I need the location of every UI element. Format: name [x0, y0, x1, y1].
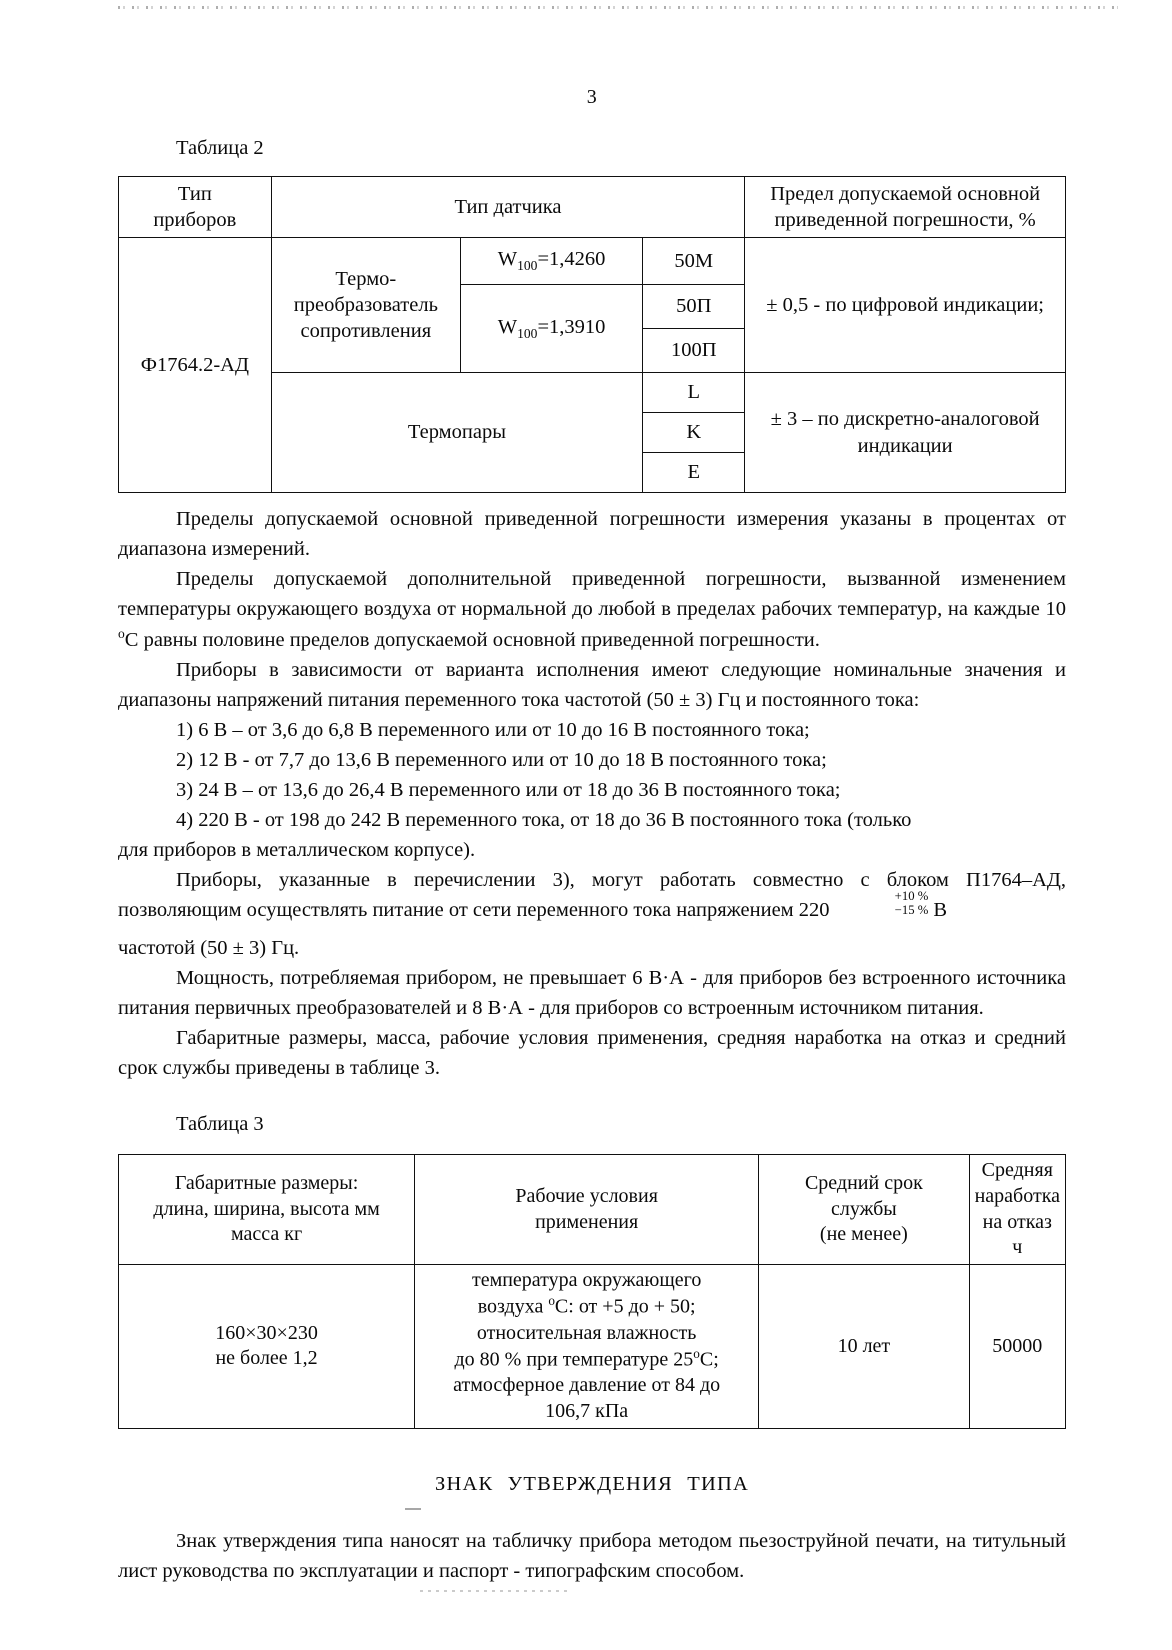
table3-header-operating-conditions: [415, 1155, 759, 1264]
error-analog-line2: индикации: [857, 434, 953, 457]
voltage-tolerance-lower: −15 %: [894, 903, 929, 918]
table-2: [118, 176, 1066, 493]
conditions-line1: температура окружающего: [471, 1268, 702, 1291]
table3-mass-value: не более 1,2: [215, 1347, 318, 1370]
table3-header-mtbf-line3: на отказ: [982, 1210, 1052, 1233]
table3-header-service-life-line2: службы: [830, 1197, 897, 1220]
degree-symbol: о: [693, 1346, 700, 1362]
voltage-tolerance-upper: +10 %: [894, 888, 929, 903]
scan-artifact-bottom-small: [405, 1508, 421, 1510]
paragraph-block-p1764-text: Приборы, указанные в перечислении 3), могут работать совместно с блоком П1764–АД, позволяющим осуществлять питание от сети переменного тока напряжением 220: [118, 869, 1066, 922]
paragraph-dimensions-ref: Габаритные размеры, масса, рабочие условия применения, средняя наработка на отказ и средний срок службы приведены в таблице 3.: [118, 1027, 1066, 1080]
table2-sensor-group-thermocouples: Термопары: [271, 373, 642, 493]
list-item: 1) 6 В – от 3,6 до 6,8 В переменного или от 10 до 16 В постоянного тока;: [176, 719, 810, 742]
table2-sensor-group-rtd: [271, 238, 460, 373]
table2-code-50m: 50М: [643, 238, 745, 285]
w100-value: =1,4260: [537, 248, 606, 271]
table2-w100-value-1: [461, 238, 643, 285]
conditions-line4-part2: С;: [699, 1348, 719, 1371]
table2-error-analog: [745, 373, 1066, 493]
table2-header-error-limit-line1: Предел допускаемой основной: [770, 182, 1041, 205]
table3-caption: Таблица 3: [176, 1113, 264, 1136]
list-item: 4) 220 В - от 198 до 242 В переменного тока, от 18 до 36 В постоянного тока (только: [176, 809, 912, 832]
w100-value: =1,3910: [537, 315, 606, 338]
scan-artifact-bottom: [420, 1590, 570, 1592]
paragraph-additional-error-part1: Пределы допускаемой дополнительной приведенной погрешности, вызванной изменением температуры окружающего воздуха от нормальной до любой в пределах рабочих температур, на каждые 10: [118, 568, 1066, 621]
section-title-type-approval-mark: [118, 1473, 1066, 1496]
list-item-continuation: для приборов в металлическом корпусе).: [118, 839, 476, 862]
conditions-line6: 106,7 кПа: [545, 1400, 629, 1423]
degree-symbol: о: [118, 626, 125, 642]
table3-header-mtbf-line4: ч: [1012, 1236, 1023, 1259]
table2-header-device-type-line2: приборов: [153, 209, 237, 231]
table2-header-device-type-line1: Тип: [177, 182, 212, 205]
table3-header-mtbf: [969, 1155, 1065, 1264]
voltage-unit: В: [928, 899, 948, 922]
paragraph-supply-voltage-intro: Приборы в зависимости от варианта исполнения имеют следующие номинальные значения и диапазоны напряжений питания переменного тока частотой (50 ± 3) Гц и постоянного тока:: [118, 658, 1066, 712]
rtd-line3: сопротивления: [300, 320, 432, 343]
section-title-word1: ЗНАК: [434, 1472, 494, 1495]
table-row: [119, 1155, 1066, 1264]
table3-header-service-life-line3: (не менее): [819, 1223, 908, 1246]
table-row: [119, 238, 1066, 285]
table-3: [118, 1154, 1066, 1428]
table3-dimensions-value: 160×30×230: [215, 1321, 318, 1344]
w100-symbol: W: [497, 248, 518, 271]
paragraph-additional-error-part2: С равны половине пределов допускаемой основной приведенной погрешности.: [124, 628, 820, 651]
w100-symbol: W: [497, 315, 518, 338]
rtd-line2: преобразователь: [293, 293, 438, 316]
table3-header-dimensions-line3: масса кг: [230, 1223, 303, 1246]
table2-code-100p: 100П: [643, 329, 745, 373]
conditions-line4-part1: до 80 % при температуре 25: [454, 1348, 694, 1371]
table3-header-mtbf-line2: наработка: [974, 1185, 1060, 1208]
table3-header-mtbf-line1: Средняя: [981, 1159, 1053, 1182]
conditions-line3: относительная влажность: [476, 1321, 697, 1344]
rtd-line1: Термо-: [335, 267, 397, 290]
paragraph-power-consumption: Мощность, потребляемая прибором, не превышает 6 В·А - для приборов без встроенного источника питания первичных преобразователей и 8 В·А - для приборов со встроенным источником питания.: [118, 967, 1066, 1020]
table3-cell-dimensions: [119, 1264, 415, 1428]
table2-w100-value-2: [461, 285, 643, 373]
w100-subscript: 100: [517, 325, 538, 341]
table2-header-device-type: [119, 177, 272, 238]
w100-subscript: 100: [517, 258, 538, 274]
table3-header-service-life: [759, 1155, 969, 1264]
paragraph-type-approval-mark: Знак утверждения типа наносят на табличку прибора методом пьезоструйной печати, на титульный лист руководства по эксплуатации и паспорт - типографским способом.: [118, 1529, 1066, 1582]
paragraph-frequency: частотой (50 ± 3) Гц.: [118, 937, 300, 960]
conditions-line2-part1: воздуха: [477, 1296, 549, 1319]
conditions-line2-part2: С: от +5 до + 50;: [554, 1296, 696, 1319]
table3-header-operating-conditions-line2: применения: [535, 1210, 639, 1233]
table3-header-dimensions: [119, 1155, 415, 1264]
table-row: [119, 1264, 1066, 1428]
table2-caption: Таблица 2: [176, 137, 264, 159]
table2-code-l: L: [643, 373, 745, 413]
section-title-word3: ТИПА: [687, 1472, 750, 1495]
error-analog-line1: ± 3 – по дискретно-аналоговой: [770, 408, 1040, 431]
section-title-word2: УТВЕРЖДЕНИЯ: [507, 1472, 673, 1495]
table2-header-error-limit: [745, 177, 1066, 238]
table2-error-digital: ± 0,5 - по цифровой индикации;: [745, 238, 1066, 373]
table3-header-service-life-line1: Средний срок: [804, 1172, 923, 1195]
table2-device-type-value: Ф1764.2-АД: [119, 238, 272, 493]
table3-cell-service-life: 10 лет: [759, 1264, 969, 1428]
table3-header-dimensions-line1: Габаритные размеры:: [174, 1172, 359, 1195]
table2-code-e: E: [643, 453, 745, 493]
page-content: [118, 0, 1066, 1586]
list-item: 2) 12 В - от 7,7 до 13,6 В переменного или от 10 до 18 В постоянного тока;: [176, 749, 827, 772]
table2-code-k: K: [643, 413, 745, 453]
table3-header-operating-conditions-line1: Рабочие условия: [515, 1185, 658, 1208]
degree-symbol: о: [548, 1293, 555, 1309]
table3-cell-operating-conditions: [415, 1264, 759, 1428]
conditions-line5: атмосферное давление от 84 до: [453, 1374, 721, 1397]
table3-header-dimensions-line2: длина, ширина, высота мм: [153, 1197, 380, 1220]
paragraph-additional-error: [118, 564, 1066, 655]
paragraph-accuracy-percent: Пределы допускаемой основной приведенной погрешности измерения указаны в процентах от диапазона измерений.: [118, 508, 1066, 561]
table2-header-sensor-type: Тип датчика: [271, 177, 745, 238]
voltage-tolerance: [837, 888, 929, 920]
table3-cell-mtbf: 50000: [969, 1264, 1065, 1428]
paragraph-block-p1764: [118, 865, 1066, 925]
list-item: 3) 24 В – от 13,6 до 26,4 В переменного или от 18 до 36 В постоянного тока;: [176, 779, 841, 802]
table2-code-50p: 50П: [643, 285, 745, 329]
page-number: 3: [586, 86, 598, 108]
table2-header-error-limit-line2: приведенной погрешности, %: [774, 209, 1036, 231]
